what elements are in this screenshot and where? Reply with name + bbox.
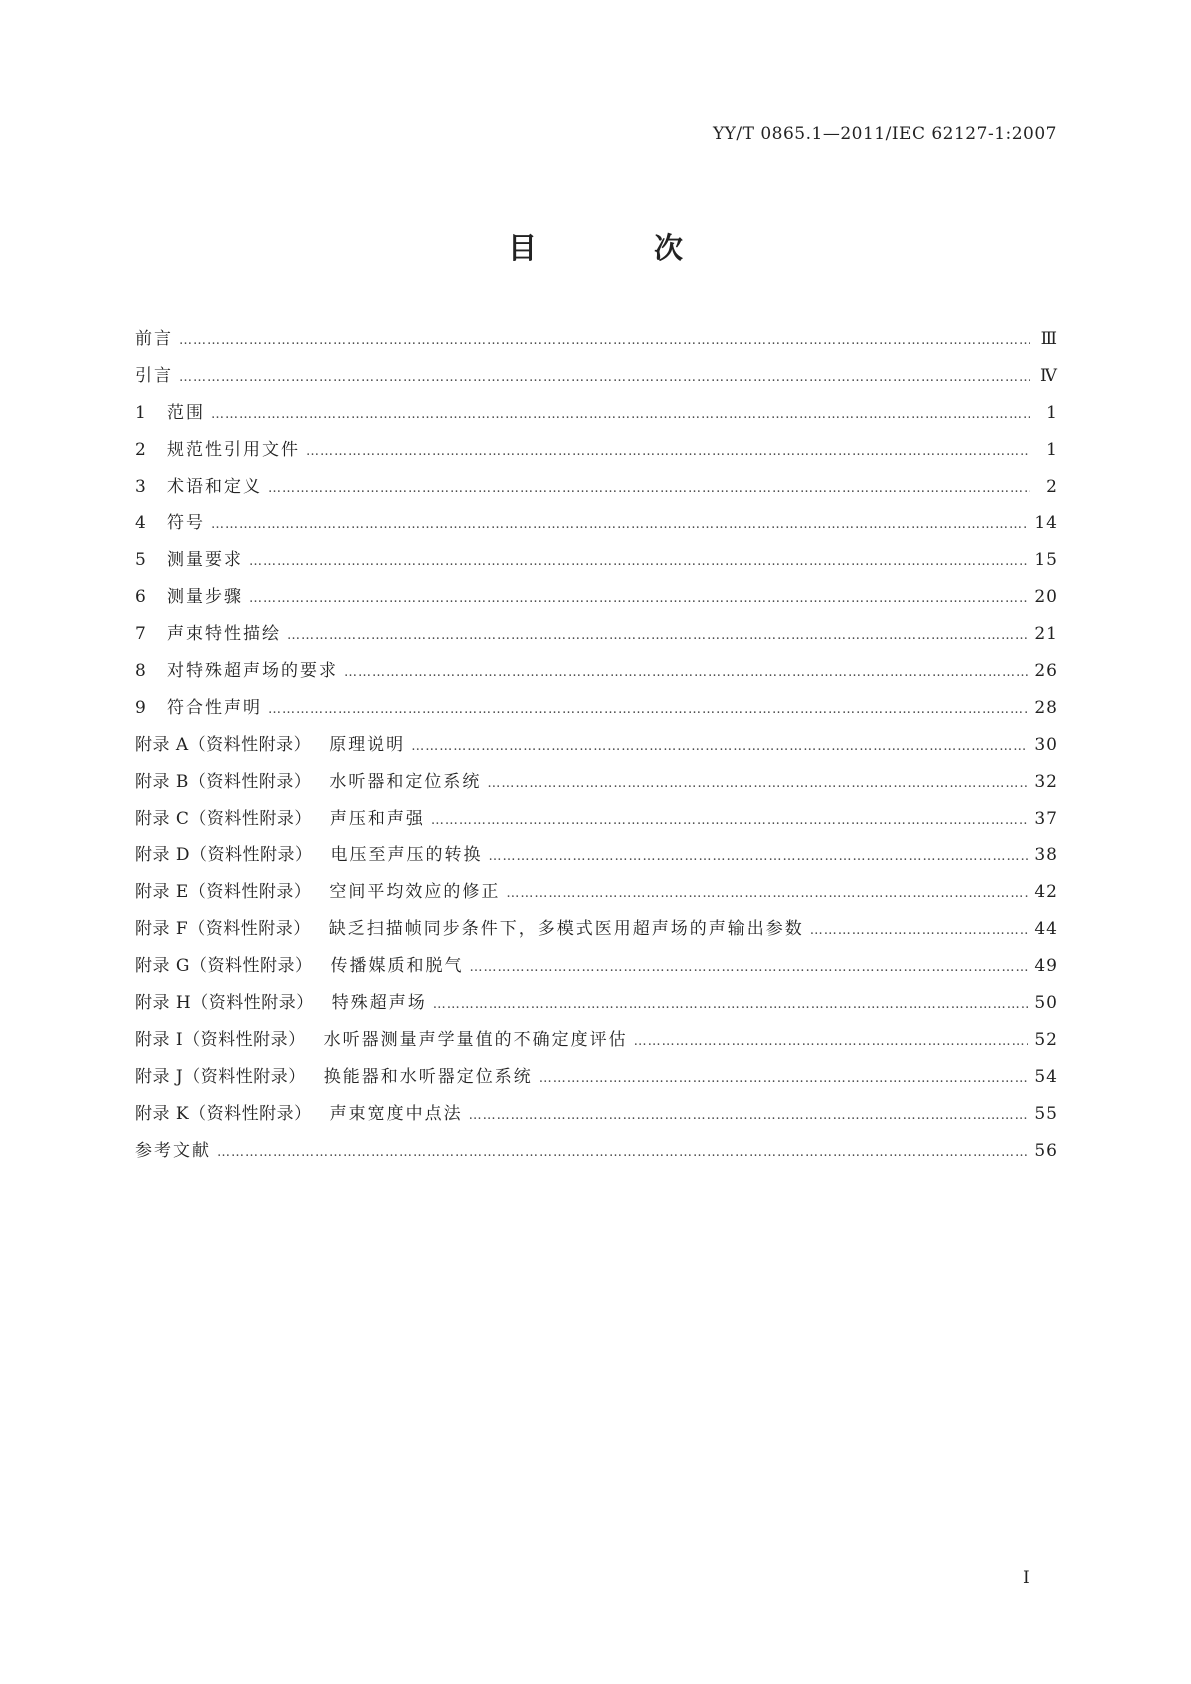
toc-entry-title: 原理说明 bbox=[329, 734, 406, 755]
toc-entry-number: 8 bbox=[135, 661, 146, 682]
toc-entry[interactable] bbox=[135, 545, 1058, 582]
toc-entry[interactable] bbox=[135, 988, 1058, 1025]
toc-entry[interactable] bbox=[135, 1062, 1058, 1099]
toc-entry-annex-label: 附录 I（资料性附录） bbox=[135, 1029, 306, 1050]
toc-entry-page: 55 bbox=[1034, 1103, 1058, 1124]
toc-entry-page: 54 bbox=[1034, 1066, 1058, 1087]
toc-dot-leader bbox=[634, 1034, 1029, 1049]
toc-entry-title: 水听器测量声学量值的不确定度评估 bbox=[323, 1029, 628, 1050]
toc-entry[interactable] bbox=[135, 361, 1058, 398]
toc-dot-leader bbox=[469, 960, 1028, 975]
toc-entry[interactable] bbox=[135, 582, 1058, 619]
toc-dot-leader bbox=[179, 370, 1030, 385]
toc-entry-page: Ⅲ bbox=[1040, 329, 1058, 349]
toc-entry-title: 缺乏扫描帧同步条件下，多模式医用超声场的声输出参数 bbox=[328, 919, 804, 940]
toc-entry-title: 对特殊超声场的要求 bbox=[167, 661, 338, 682]
toc-entry-title: 引言 bbox=[135, 365, 173, 386]
toc-entry[interactable] bbox=[135, 767, 1058, 804]
page-number: I bbox=[1023, 1568, 1030, 1588]
toc-dot-leader bbox=[211, 407, 1030, 422]
toc-entry[interactable] bbox=[135, 398, 1058, 435]
toc-entry-title: 规范性引用文件 bbox=[167, 439, 300, 460]
toc-entry-title: 电压至声压的转换 bbox=[330, 845, 483, 866]
toc-entry-page: 2 bbox=[1046, 476, 1058, 497]
toc-dot-leader bbox=[306, 444, 1030, 459]
toc-entry-number: 7 bbox=[135, 624, 146, 645]
toc-entry-page: 52 bbox=[1034, 1029, 1058, 1050]
standard-code: YY/T 0865.1—2011/IEC 62127-1:2007 bbox=[712, 124, 1057, 144]
toc-entry-annex-label: 附录 J（资料性附录） bbox=[135, 1066, 306, 1087]
toc-entry[interactable] bbox=[135, 1025, 1058, 1062]
toc-dot-leader bbox=[810, 923, 1029, 938]
toc-entry-page: 28 bbox=[1034, 697, 1058, 718]
toc-entry-title: 术语和定义 bbox=[167, 476, 262, 497]
toc-entry[interactable] bbox=[135, 1099, 1058, 1136]
toc-entry[interactable] bbox=[135, 619, 1058, 656]
table-of-contents bbox=[135, 324, 1058, 1172]
toc-entry[interactable] bbox=[135, 324, 1058, 361]
toc-entry-annex-label: 附录 C（资料性附录） bbox=[135, 808, 312, 829]
toc-entry-number: 4 bbox=[135, 513, 146, 534]
toc-dot-leader bbox=[433, 997, 1029, 1012]
toc-entry-page: 15 bbox=[1034, 550, 1058, 571]
toc-entry-annex-label: 附录 K（资料性附录） bbox=[135, 1103, 312, 1124]
toc-dot-leader bbox=[287, 628, 1028, 643]
toc-entry[interactable] bbox=[135, 877, 1058, 914]
toc-entry-title: 符号 bbox=[167, 513, 205, 534]
toc-dot-leader bbox=[489, 849, 1029, 864]
toc-entry-page: 26 bbox=[1034, 661, 1058, 682]
toc-entry-page: 1 bbox=[1046, 439, 1058, 460]
toc-entry-number: 3 bbox=[135, 476, 146, 497]
toc-entry-page: 21 bbox=[1034, 624, 1058, 645]
toc-entry-page: 20 bbox=[1034, 587, 1058, 608]
toc-entry-page: 56 bbox=[1034, 1140, 1058, 1161]
toc-entry[interactable] bbox=[135, 1136, 1058, 1173]
toc-dot-leader bbox=[217, 1145, 1028, 1160]
toc-entry-page: 37 bbox=[1034, 808, 1058, 829]
toc-entry-page: 14 bbox=[1034, 513, 1058, 534]
toc-dot-leader bbox=[506, 886, 1028, 901]
toc-dot-leader bbox=[211, 517, 1028, 532]
toc-entry[interactable] bbox=[135, 804, 1058, 841]
toc-entry-number: 2 bbox=[135, 439, 146, 460]
toc-entry-title: 声压和声强 bbox=[329, 808, 425, 829]
toc-entry-title: 空间平均效应的修正 bbox=[329, 882, 501, 903]
toc-entry-number: 5 bbox=[135, 550, 146, 571]
toc-dot-leader bbox=[249, 554, 1028, 569]
toc-dot-leader bbox=[431, 813, 1028, 828]
toc-dot-leader bbox=[249, 591, 1028, 606]
toc-entry-title: 符合性声明 bbox=[167, 697, 262, 718]
toc-entry-title: 声束特性描绘 bbox=[167, 624, 281, 645]
toc-entry-page: 30 bbox=[1034, 734, 1058, 755]
toc-entry-page: 49 bbox=[1034, 956, 1058, 977]
toc-dot-leader bbox=[268, 481, 1030, 496]
toc-entry-title: 范围 bbox=[167, 402, 205, 423]
toc-entry-number: 1 bbox=[135, 402, 146, 423]
toc-entry-page: 50 bbox=[1034, 993, 1058, 1014]
toc-entry-annex-label: 附录 E（资料性附录） bbox=[135, 882, 312, 903]
page-title: 目 次 bbox=[507, 231, 727, 265]
toc-entry-annex-label: 附录 G（资料性附录） bbox=[135, 956, 313, 977]
toc-entry-title: 传播媒质和脱气 bbox=[330, 956, 464, 977]
toc-entry-annex-label: 附录 D（资料性附录） bbox=[135, 845, 313, 866]
toc-entry-page: 1 bbox=[1046, 402, 1058, 423]
toc-entry-page: 38 bbox=[1034, 845, 1058, 866]
toc-entry-page: 44 bbox=[1034, 919, 1058, 940]
toc-dot-leader bbox=[344, 665, 1028, 680]
toc-entry-title: 换能器和水听器定位系统 bbox=[323, 1066, 533, 1087]
toc-entry[interactable] bbox=[135, 435, 1058, 472]
toc-entry[interactable] bbox=[135, 951, 1058, 988]
toc-entry[interactable] bbox=[135, 914, 1058, 951]
toc-entry-title: 参考文献 bbox=[135, 1140, 211, 1161]
toc-entry[interactable] bbox=[135, 656, 1058, 693]
toc-entry[interactable] bbox=[135, 693, 1058, 730]
toc-entry-annex-label: 附录 H（资料性附录） bbox=[135, 993, 314, 1014]
toc-entry-title: 测量步骤 bbox=[167, 587, 243, 608]
toc-entry-page: Ⅳ bbox=[1040, 365, 1058, 386]
toc-dot-leader bbox=[469, 1108, 1029, 1123]
toc-entry-title: 前言 bbox=[135, 329, 173, 349]
toc-entry-annex-label: 附录 A（资料性附录） bbox=[135, 734, 312, 755]
toc-dot-leader bbox=[179, 333, 1030, 348]
toc-dot-leader bbox=[268, 702, 1028, 717]
toc-entry-annex-label: 附录 F（资料性附录） bbox=[135, 919, 311, 940]
toc-entry-title: 声束宽度中点法 bbox=[329, 1103, 463, 1124]
toc-entry-title: 特殊超声场 bbox=[331, 993, 427, 1014]
toc-entry-title: 水听器和定位系统 bbox=[329, 771, 482, 792]
toc-entry[interactable] bbox=[135, 508, 1058, 545]
toc-entry[interactable] bbox=[135, 472, 1058, 509]
toc-entry-page: 42 bbox=[1034, 882, 1058, 903]
toc-entry-annex-label: 附录 B（资料性附录） bbox=[135, 771, 312, 792]
toc-entry-title: 测量要求 bbox=[167, 550, 243, 571]
toc-entry-number: 9 bbox=[135, 697, 146, 718]
toc-entry-number: 6 bbox=[135, 587, 146, 608]
toc-entry[interactable] bbox=[135, 730, 1058, 767]
toc-dot-leader bbox=[487, 776, 1028, 791]
toc-dot-leader bbox=[411, 739, 1028, 754]
toc-entry-page: 32 bbox=[1034, 771, 1058, 792]
toc-entry[interactable] bbox=[135, 840, 1058, 877]
toc-dot-leader bbox=[539, 1071, 1029, 1086]
